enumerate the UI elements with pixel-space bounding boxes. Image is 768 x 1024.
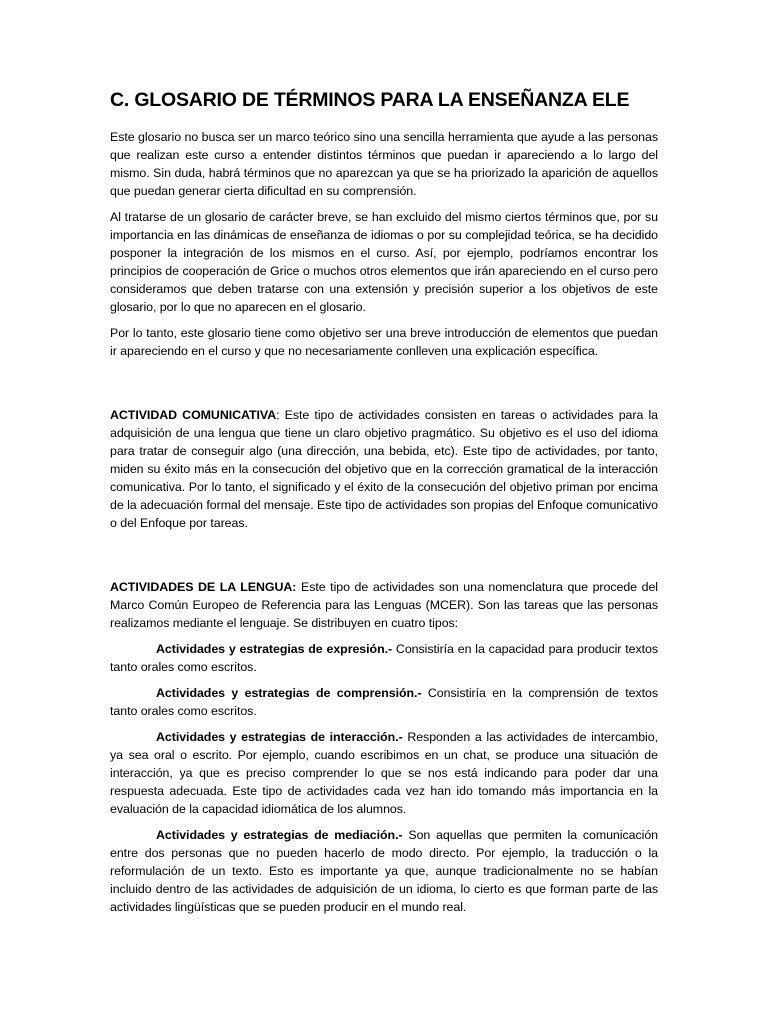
spacer	[110, 540, 658, 578]
intro-paragraph-1: Este glosario no busca ser un marco teórico sino una sencilla herramienta que ayude a las personas que realizan este curso a entender distintos términos que puedan ir apareciendo a lo largo del mismo. Sin duda, habrá términos que no aparezcan ya que se ha priorizado la aparición de aquellos que puedan generar cierta dificultad en su comprensión.	[110, 130, 658, 198]
subentry-term: Actividades y estrategias de expresión.-	[156, 642, 393, 656]
glossary-definition: : Este tipo de actividades consisten en tareas o actividades para la adquisición de una lengua que tiene un claro objetivo pragmático. Su objetivo es el uso del idioma para tratar de conseguir algo (una dirección, una bebida, etc). Este tipo de actividades, por tanto, miden su éxito más en la consecución del objetivo que en la corrección gramatical de la interacción comunicativa. Por lo tanto, el significado y el éxito de la consecución del objetivo priman por encima de la adecuación formal del mensaje. Este tipo de actividades son propias del Enfoque comunicativo o del Enfoque por tareas.	[110, 408, 659, 530]
subentry-term: Actividades y estrategias de comprensión.-	[156, 686, 422, 700]
intro-paragraph-2: Al tratarse de un glosario de carácter breve, se han excluido del mismo ciertos términos que, por su importancia en las dinámicas de enseñanza de idiomas o por su complejidad teórica, se ha decidido posponer la integración de los mismos en el curso. Así, por ejemplo, podríamos encontrar los principios de cooperación de Grice o muchos otros elementos que irán apareciendo en el curso pero consideramos que deben tratarse con una extensión y precisión superior a los objetivos de este glosario, por lo que no aparecen en el glosario.	[110, 210, 658, 314]
subentry-interaccion	[110, 728, 658, 818]
page-title: C. GLOSARIO DE TÉRMINOS PARA LA ENSEÑANZA ELE	[110, 89, 630, 111]
glossary-term: ACTIVIDADES DE LA LENGUA:	[110, 580, 297, 594]
intro-paragraph-3: Por lo tanto, este glosario tiene como objetivo ser una breve introducción de elementos que puedan ir apareciendo en el curso y que no necesariamente conlleven una explicación específica.	[110, 326, 658, 358]
glossary-entry-actividades-de-la-lengua	[110, 578, 658, 632]
glossary-definition: Este tipo de actividades son una nomenclatura que procede del Marco Común Europeo de Referencia para las Lenguas (MCER). Son las tareas que las personas realizamos mediante el lenguaje. Se distribuyen en cuatro tipos:	[110, 580, 658, 630]
subentry-definition: Responden a las actividades de intercambio, ya sea oral o escrito. Por ejemplo, cuando escribimos en un chat, se produce una situación de interacción, ya que es preciso comprender lo que se nos está indicando para poder dar una respuesta adecuada. Este tipo de actividades cada vez han ido tomando más importancia en la evaluación de la capacidad idiomática de los alumnos.	[110, 730, 658, 816]
subentry-definition: Consistiría en la comprensión de textos tanto orales como escritos.	[110, 686, 658, 718]
subentry-definition: Son aquellas que permiten la comunicación entre dos personas que no pueden hacerlo de modo directo. Por ejemplo, la traducción o la reformulación de un texto. Esto es importante ya que, aunque tradicionalmente no se habían incluido dentro de las actividades de adquisición de un idioma, lo cierto es que forman parte de las actividades lingüísticas que se pueden producir en el mundo real.	[110, 828, 658, 914]
subentry-term: Actividades y estrategias de mediación.-	[156, 828, 403, 842]
glossary-entry-actividad-comunicativa	[110, 406, 658, 532]
document-body	[110, 88, 658, 924]
subentry-comprension	[110, 684, 658, 720]
subentry-expresion	[110, 640, 658, 676]
glossary-term: ACTIVIDAD COMUNICATIVA	[110, 408, 277, 422]
subentry-definition: Consistiría en la capacidad para producir textos tanto orales como escritos.	[110, 642, 658, 674]
subentry-mediacion	[110, 826, 658, 916]
spacer	[110, 368, 658, 406]
subentry-term: Actividades y estrategias de interacción.-	[156, 730, 403, 744]
